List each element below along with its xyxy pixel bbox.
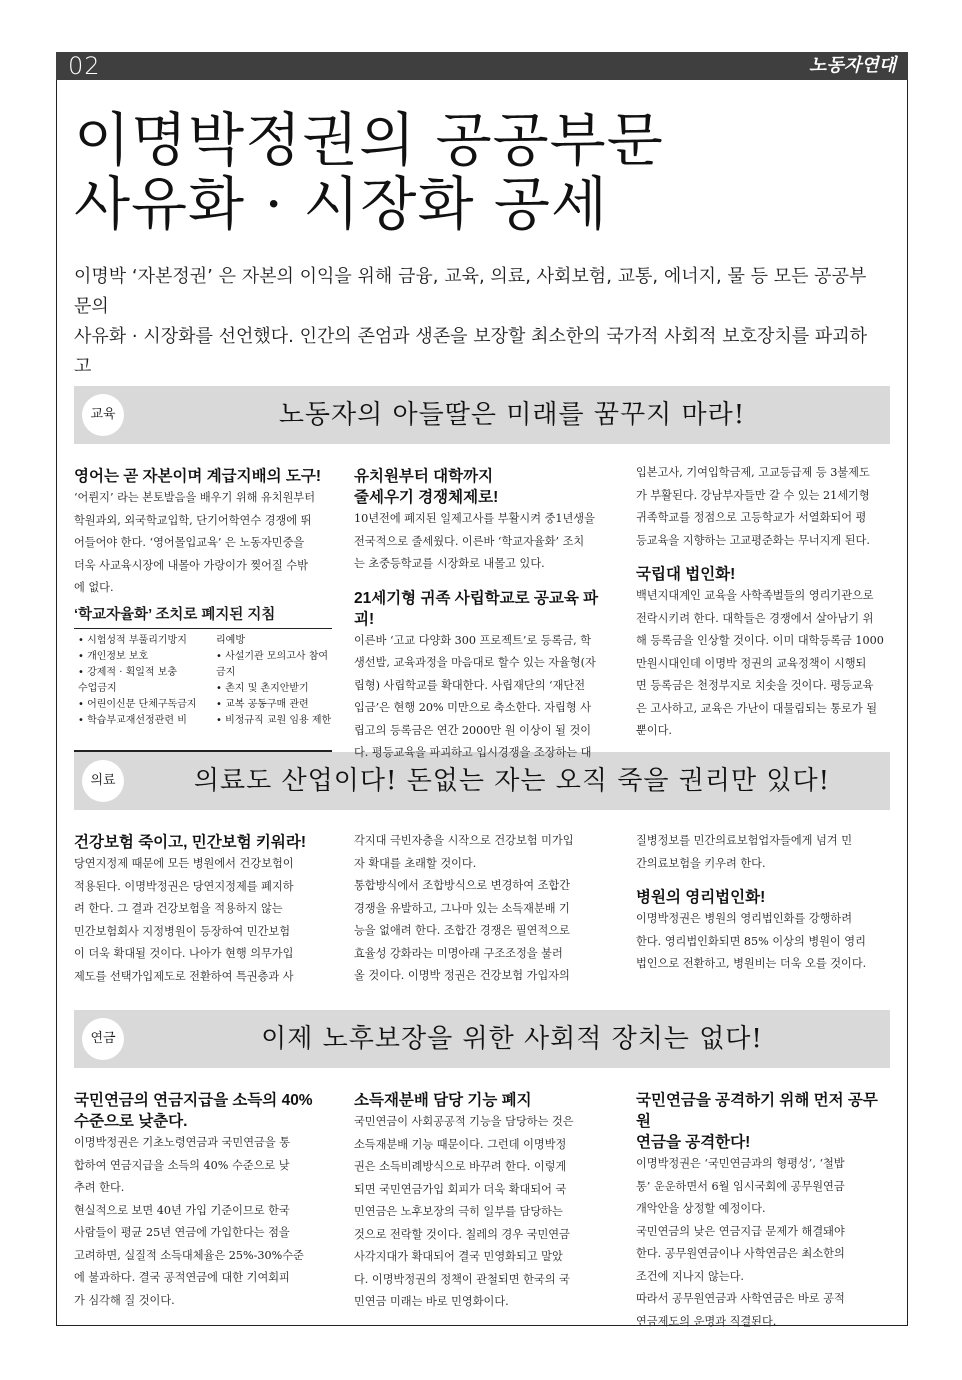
headline [74,108,664,236]
article-text-line: 질병정보를 민간의료보험업자들에게 넘겨 민 [636,834,853,847]
article-text-line: 개악안을 상정할 예정이다. [636,1202,766,1215]
box-item: • 어린이신문 단체구독금지 [78,699,197,710]
box-title: ‘학교자율화’ 조치로 폐지된 지침 [74,604,332,629]
box-item: • 사설기관 모의고사 참여 [216,651,329,662]
article-text-line: 연금제도의 운명과 직결된다. [636,1314,777,1328]
page-number: 02 [68,52,101,80]
article-text-line: 효율성 강화라는 미명아래 구조조정을 불러 [354,946,563,960]
article-heading: 국민연금을 공격하기 위해 먼저 공무원 [636,1092,878,1130]
article-column [636,1090,890,1333]
article-text-line: 면 등록금은 천정부지로 치솟을 것이다. 평등교육 [636,679,874,692]
article-text-line: 입금’은 현행 20% 미만으로 축소한다. 자립형 사 [354,701,592,714]
section-title: 이제 노후보장을 위한 사회적 장치는 없다! [261,1024,763,1054]
article-text-line: 간의료보험을 키우려 한다. [636,856,766,870]
section-badge: 의료 [82,760,124,802]
article-text-line: 조건에 지나지 않는다. [636,1269,744,1283]
box-item: 금지 [216,667,236,678]
article-text-line: 법인으로 전환하고, 병원비는 더욱 오를 것이다. [636,957,867,970]
article-heading: 영어는 곧 자본이며 계급지배의 도구! [74,468,321,485]
article-text-line: 더욱 사교육시장에 내몰아 가랑이가 찢어질 수밖 [74,558,308,572]
article-text-line: 생선발, 교육과정을 마음대로 할수 있는 자율형(자 [354,656,596,669]
article-text-line: 려 한다. 그 결과 건강보험을 적용하지 않는 [74,902,283,915]
article-text-line: 어들어야 한다. ‘영어몰입교육’ 은 노동자민중을 [74,536,305,549]
article-column [636,830,890,976]
article-column [636,462,890,743]
article-text-line: 사각지대가 확대되어 결국 민영화되고 말았 [354,1250,563,1263]
article-text-line: 에 불과하다. 결국 공적연금에 대한 기여회피 [74,1271,290,1284]
article-text-line: 10년전에 폐지된 일제고사를 부활시켜 중1년생을 [354,512,595,525]
box-item: • 촌지 및 촌지안받기 [216,683,309,694]
article-text-line: 국민연금의 낮은 연금지급 문제가 해결돼야 [636,1224,845,1238]
section-title: 의료도 산업이다! 돈없는 자는 오직 죽을 권리만 있다! [193,766,831,796]
article-text-line: 입본고사, 기여입학금제, 고교등급제 등 3불제도 [636,466,870,479]
headline-line-2: 사유화 · 시장화 공세 [74,170,608,238]
article-text-line: 민연금 미래는 바로 민영화이다. [354,1295,509,1308]
article-text-line: 올 것이다. 이명박 정권은 건강보험 가입자의 [354,969,570,982]
article-text-line: 능을 없애려 한다. 조합간 경쟁은 필연적으로 [354,924,570,937]
section-title: 노동자의 아들딸은 미래를 꿈꾸지 마라! [278,400,746,430]
article-heading: 줄세우기 경쟁체제로! [354,489,499,506]
box-item: • 시험성적 부풀리기방지 [78,635,187,646]
article-heading: 소득재분배 담당 기능 폐지 [354,1092,532,1109]
lead-line: 이명박 ‘자본정권’ 은 자본의 이익을 위해 금융, 교육, 의료, 사회보험, 교통, 에너지, 물 등 모든 공공부문의 [74,266,867,317]
article-heading: 건강보험 죽이고, 민간보험 키워라! [74,834,307,851]
article-column [354,1090,608,1314]
article-text-line: 만원시대인데 이명박 정권의 교육정책이 시행되 [636,656,867,670]
article-text-line: 귀족학교를 정점으로 고등학교가 서열화되어 평 [636,511,867,524]
article-text-line: 등교육을 지향하는 고교평준화는 무너지게 된다. [636,533,870,547]
article-text-line: 한다. 공무원연금이나 사학연금은 최소한의 [636,1247,845,1260]
article-text-line: 현실적으로 보면 40년 가입 기준이므로 한국 [74,1203,290,1217]
article-text-line: 되면 국민연금가입 회피가 더욱 확대되어 국 [354,1182,567,1196]
article-text-line: 이 더욱 확대될 것이다. 나아가 현행 의무가입 [74,947,294,960]
section-band-pension [74,1010,890,1068]
article-heading: 국립대 법인화! [636,566,736,583]
section-band-education [74,386,890,444]
section-badge: 교육 [82,394,124,436]
box-grid [74,633,332,729]
article-text-line: 뿐이다. [636,724,672,737]
lead-line: 사유화 · 시장화를 선언했다. 인간의 존엄과 생존을 보장할 최소한의 국가적 사회적 보호장치를 파괴하고 [74,326,868,377]
article-text-line: 학원과외, 외국학교입학, 단기어학연수 경쟁에 뛰 [74,513,312,527]
article-text-line: 경쟁을 유발하고, 그나마 있는 소득재분배 기 [354,901,570,915]
article-text-line: 이른바 ‘고교 다양화 300 프로젝트’로 등록금, 학 [354,633,592,647]
article-text-line: 전국적으로 줄세웠다. 이른바 ‘학교자율화’ 조치 [354,534,585,548]
article-text-line: 해 등록금을 인상할 것이다. 이미 대학등록금 1000 [636,634,884,647]
box-item: • 비정규직 교원 임용 제한 [216,715,332,726]
article-text-line: 이명박정권은 ‘국민연금과의 형평성’, ‘철밥 [636,1157,845,1170]
article-text-line: 립형) 사립학교를 확대한다. 사립재단의 ‘재단전 [354,678,586,692]
article-text-line: 소득재분배 기능 때문이다. 그런데 이명박정 [354,1137,567,1151]
article-column [354,466,608,765]
box-item: 리예방 [216,635,245,646]
article-text-line: 사람들이 평균 25년 연금에 가입한다는 점을 [74,1226,290,1239]
article-text-line: 권은 소득비례방식으로 바꾸려 한다. 이렇게 [354,1160,567,1173]
box-item: • 강제적 · 획일적 보충 [78,667,178,678]
abolished-guidelines-box [74,604,332,752]
article-text-line: 가 심각해 질 것이다. [74,1293,175,1307]
article-text-line: 자 확대를 초래할 것이다. [354,856,477,870]
article-text-line: 다. 평등교육을 파괴하고 입시경쟁을 조장하는 대 [354,746,592,759]
article-text-line: 고려하면, 실질적 소득대체율은 25%-30%수준 [74,1248,304,1262]
article-text-line: 전락시키려 한다. 대학들은 경쟁에서 살아남기 위 [636,611,874,625]
article-text-line: 립고의 등록금은 연간 2000만 원 이상이 될 것이 [354,723,592,737]
headline-line-1: 이명박정권의 공공부문 [74,106,664,174]
article-column [354,830,608,988]
article-text-line: ‘어륀지’ 라는 본토발음을 배우기 위해 유치원부터 [74,491,316,504]
article-text-line: 민간보험회사 지정병원이 등장하여 민간보험 [74,924,291,938]
article-text-line: 이명박정권은 병원의 영리법인화를 강행하려 [636,912,853,925]
article-text-line: 백년지대계인 교육을 사학족벌들의 영리기관으로 [636,589,874,602]
article-text-line: 것으로 전락할 것이다. 칠레의 경우 국민연금 [354,1227,570,1241]
article-text-line: 통합방식에서 조합방식으로 변경하여 조합간 [354,879,571,892]
article-heading: 국민연금의 연금지급을 소득의 40% [74,1092,313,1109]
box-item: • 개인정보 보호 [78,651,149,662]
box-right-list [216,633,332,729]
article-heading: 21세기형 귀족 사립학교로 공교육 파괴! [354,589,599,628]
article-text-line: 에 없다. [74,581,114,594]
article-heading: 유치원부터 대학까지 [354,468,494,485]
article-text-line: 적용된다. 이명박정권은 당연지정제를 폐지하 [74,879,294,893]
article-heading: 수준으로 낮춘다. [74,1113,188,1130]
article-text-line: 민연금은 노후보장의 극히 일부를 담당하는 [354,1205,563,1218]
article-heading: 연금을 공격한다! [636,1134,751,1151]
box-item: • 학습부교재선정관련 비 [78,715,187,726]
article-column [74,832,328,988]
article-text-line: 한다. 영리법인화되면 85% 이상의 병원이 영리 [636,934,866,948]
publication-logo: 노동자연대 [809,55,896,76]
article-text-line: 제도를 선택가입제도로 전환하여 특권층과 사 [74,969,294,983]
article-text-line: 가 부활된다. 강남부자들만 갈 수 있는 21세기형 [636,488,870,502]
article-text-line: 국민연금이 사회공공적 기능을 담당하는 것은 [354,1115,574,1128]
article-text-line: 다. 이명박정권의 정책이 관철되면 한국의 국 [354,1272,570,1286]
article-heading: 병원의 영리법인화! [636,889,766,906]
article-text-line: 추려 한다. [74,1181,125,1194]
article-text-line: 각지대 극빈자층을 시작으로 건강보험 미가입 [354,834,574,847]
section-badge: 연금 [82,1018,124,1060]
article-text-line: 은 고사하고, 교육은 가난이 대물림되는 통로가 될 [636,701,878,715]
article-text-line: 따라서 공무원연금과 사학연금은 바로 공적 [636,1292,845,1305]
article-column [74,466,328,600]
article-text-line: 합하여 연금지급을 소득의 40% 수준으로 낮 [74,1158,290,1172]
article-text-line: 이명박정권은 기초노령연금과 국민연금을 통 [74,1136,291,1149]
article-column [74,1090,328,1312]
article-text-line: 당연지정제 때문에 모든 병원에서 건강보험이 [74,857,294,870]
box-item: • 교복 공동구매 관련 [216,699,309,710]
box-item: 수업금지 [78,683,117,694]
top-bar [56,52,908,80]
box-left-list [74,633,216,729]
article-text-line: 는 초중등학교를 시장화로 내몰고 있다. [354,557,545,570]
article-text-line: 통’ 운운하면서 6월 임시국회에 공무원연금 [636,1179,845,1193]
